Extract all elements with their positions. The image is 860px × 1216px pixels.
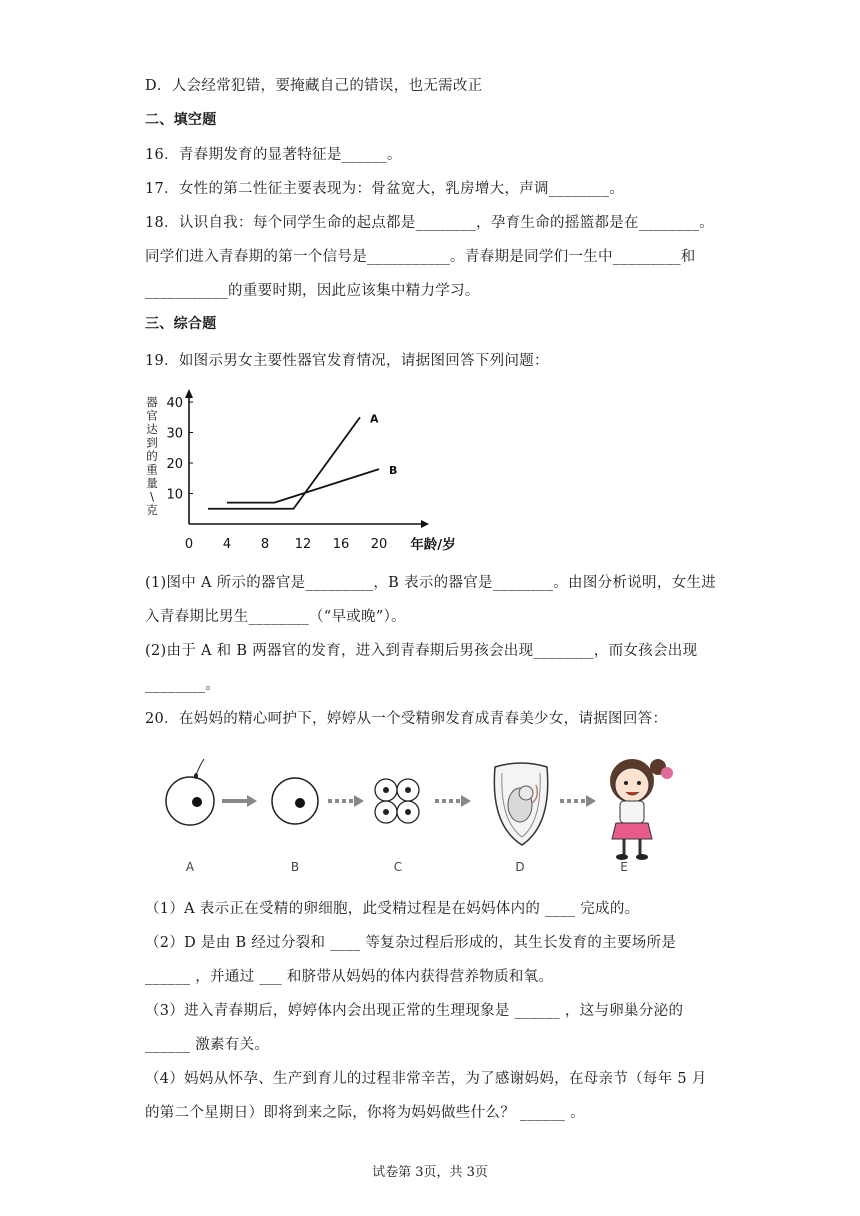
question-18-line2: 同学们进入青春期的第一个信号是___________。青春期是同学们一生中_________和 (145, 249, 696, 265)
series-label-A: A (370, 412, 379, 426)
cell-division-icon (375, 779, 419, 823)
figure-label-a: A (185, 860, 195, 874)
question-20-part1: （1）A 表示正在受精的卵细胞，此受精过程是在妈妈体内的 ____ 完成的。 (145, 901, 640, 917)
question-17: 17．女性的第二性征主要表现为：骨盆宽大，乳房增大，声调________。 (145, 181, 625, 197)
dashed-arrow-icon (560, 795, 596, 807)
question-20-part4-line2: 的第二个星期日）即将到来之际，你将为妈妈做些什么？ ______ 。 (145, 1105, 585, 1121)
y-axis-label-char: 官 (146, 408, 158, 423)
question-18-line3: ___________的重要时期，因此应该集中精力学习。 (145, 283, 480, 299)
series-label-B: B (389, 464, 398, 478)
series-line-B (227, 469, 379, 503)
arrow-icon (222, 795, 257, 807)
y-tick-label: 10 (166, 487, 183, 503)
question-20-part4-line1: （4）妈妈从怀孕、生产到育儿的过程非常辛苦，为了感谢妈妈，在母亲节（每年 5 月 (145, 1071, 707, 1087)
x-tick-label: 12 (294, 537, 312, 552)
section-2-heading: 二、填空题 (145, 112, 217, 128)
y-tick-label: 40 (166, 396, 183, 411)
y-axis-label-char: \ (150, 489, 154, 504)
figure-label-b: B (290, 860, 300, 874)
y-axis-label-char: 的 (146, 449, 158, 463)
fetus-in-uterus-icon (494, 763, 547, 845)
fertilized-egg-icon (166, 759, 214, 825)
question-20: 20．在妈妈的精心呵护下，婷婷从一个受精卵发育成青春美少女，请据图回答： (145, 711, 668, 727)
y-tick-label: 20 (166, 457, 183, 472)
x-tick-label: 20 (370, 537, 388, 552)
section-3-heading: 三、综合题 (145, 316, 217, 332)
question-16: 16．青春期发育的显著特征是______。 (145, 147, 402, 163)
dashed-arrow-icon (328, 795, 364, 807)
question-20-part3-line1: （3）进入青春期后，婷婷体内会出现正常的生理现象是 ______ ，这与卵巢分泌的 (145, 1003, 684, 1019)
y-axis-label-char: 器 (146, 395, 158, 409)
figure-label-e: E (620, 860, 628, 874)
y-axis-arrow (185, 389, 193, 398)
question-19-part1-line1: (1)图中 A 所示的器官是_________，B 表示的器官是________。由图分析说明，女生进 (145, 575, 717, 591)
page-footer: 试卷第 3页，共 3页 (372, 1165, 488, 1180)
girl-icon (610, 759, 673, 860)
x-tick-label: 4 (222, 537, 232, 552)
dashed-arrow-icon (435, 795, 471, 807)
question-19-part2-line1: (2)由于 A 和 B 两器官的发育，进入到青春期后男孩会出现________，而女孩会出现 (145, 643, 698, 659)
development-figure (150, 745, 710, 880)
figure-label-c: C (393, 860, 403, 874)
y-axis-label-char: 重 (146, 462, 158, 477)
y-tick-label: 30 (166, 426, 183, 442)
organ-development-chart (140, 388, 460, 563)
y-axis-label-char: 达 (146, 422, 158, 436)
figure-label-d: D (515, 860, 525, 874)
x-tick-label: 0 (184, 537, 194, 552)
x-axis-label: 年龄/岁 (410, 537, 456, 553)
question-20-part3-line2: ______ 激素有关。 (145, 1037, 270, 1053)
question-18-line1: 18．认识自我：每个同学生命的起点都是________，孕育生命的摇篮都是在________。 (145, 215, 715, 231)
x-tick-label: 8 (260, 537, 270, 552)
zygote-icon (272, 778, 318, 824)
y-axis-label-char: 到 (146, 435, 158, 450)
series-line-A (208, 417, 360, 509)
question-20-part2-line2: ______ ，并通过 ___ 和脐带从妈妈的体内获得营养物质和氧。 (145, 969, 554, 985)
y-axis-label-char: 量 (146, 476, 158, 490)
question-19-part1-line2: 入青春期比男生________（“早或晚”）。 (145, 609, 406, 625)
question-19-part2-line2: ________。 (145, 677, 221, 693)
question-20-part2-line1: （2）D 是由 B 经过分裂和 ____ 等复杂过程后形成的，其生长发育的主要场所是 (145, 935, 677, 951)
option-d: D．人会经常犯错，要掩藏自己的错误，也无需改正 (145, 78, 483, 94)
x-tick-label: 16 (332, 537, 350, 552)
y-axis-label-char: 克 (146, 503, 158, 517)
x-axis-arrow (421, 520, 429, 528)
question-19: 19．如图示男女主要性器官发育情况，请据图回答下列问题： (145, 353, 549, 369)
